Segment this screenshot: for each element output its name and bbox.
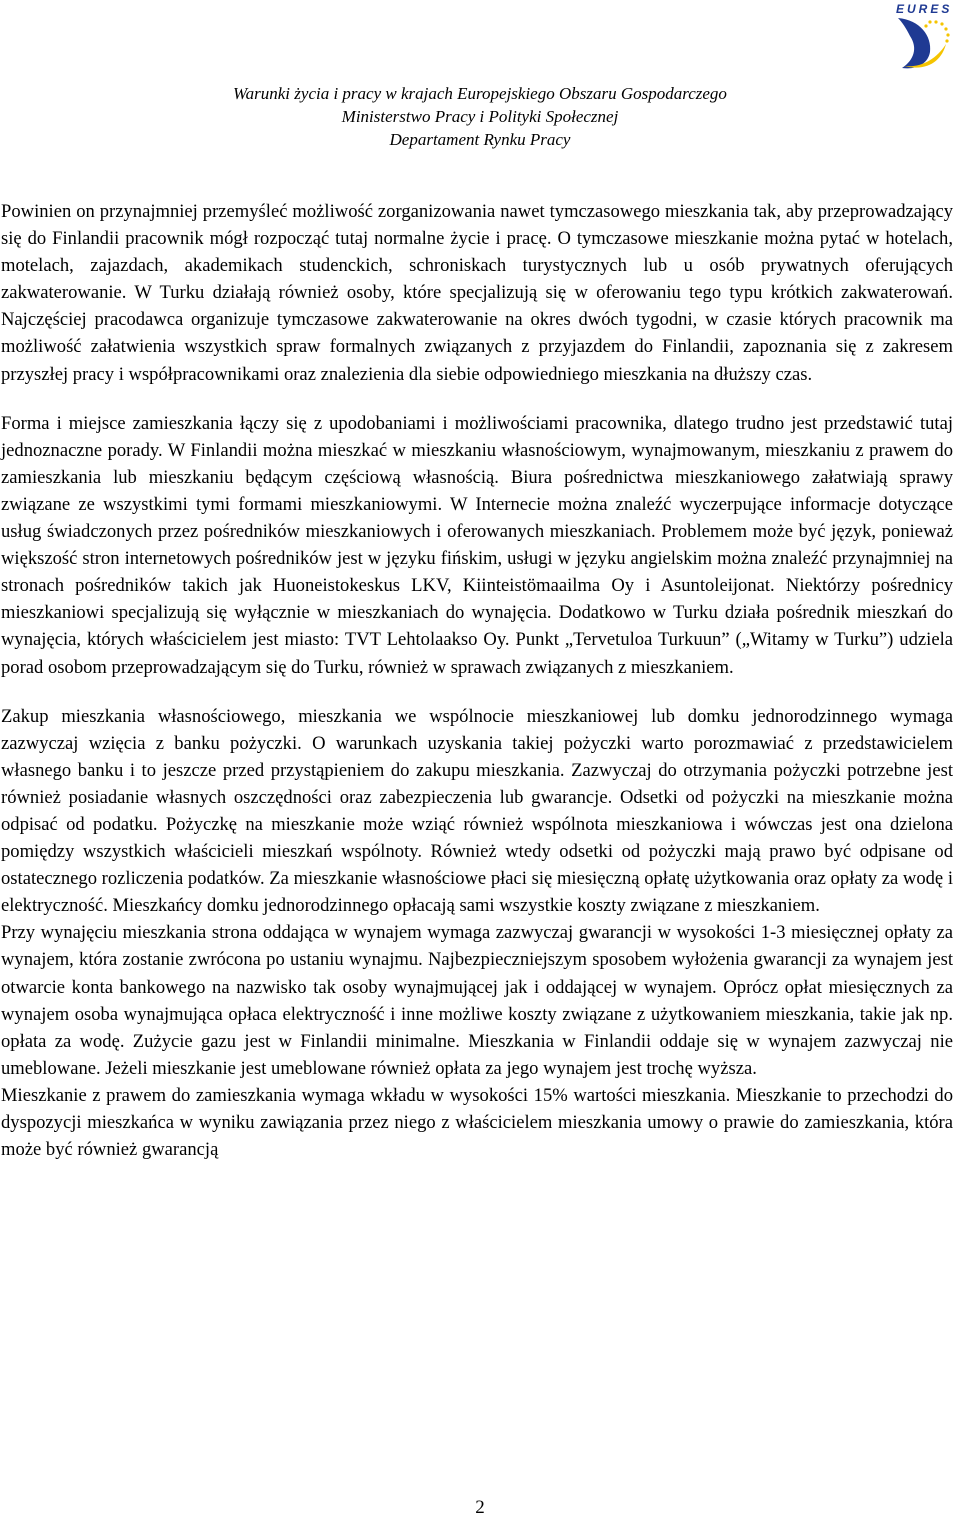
paragraph-purchase-loan: Zakup mieszkania własnościowego, mieszkania we wspólnocie mieszkaniowej lub domku jednorodzinnego wymaga zazwyczaj wzięcia z banku pożyczki. O warunkach uzyskania takiej pożyczki warto porozmawiać z przedstawicielem własnego banku i to jeszcze przed przystąpieniem do zakupu mieszkania. Zazwyczaj do otrzymania pożyczki potrzebne jest również posiadanie własnych oszczędności oraz zabezpieczenia lub gwarancje. Odsetki od pożyczki na mieszkanie można odpisać od podatku. Pożyczkę na mieszkanie może wziąć również wspólnota mieszkaniowa i wówczas jest ona dzielona pomiędzy wszystkich właścicieli mieszkań wspólnoty. Również wtedy odsetki od pożyczki mają prawo być odpisane od ostatecznego rozliczenia podatków. Za mieszkanie własnościowe płaci się miesięczną opłatę użytkowania oraz opłaty za wodę i elektryczność. Mieszkańcy domku jednorodzinnego opłacają sami wszystkie koszty związane z mieszkaniem.: [1, 705, 953, 917]
paragraph-right-of-occupancy: Mieszkanie z prawem do zamieszkania wymaga wkładu w wysokości 15% wartości mieszkania. Mieszkanie to przechodzi do dyspozycji mieszkańca w wyniku zawiązania przez niego z właścicielem mieszkania umowy o prawie do zamieszkania, która może być również gwarancją: [1, 1084, 953, 1161]
eures-logo: [890, 0, 956, 72]
document-header: [0, 82, 960, 151]
paragraph-rental-guarantee: Przy wynajęciu mieszkania strona oddająca w wynajem wymaga zazwyczaj gwarancji w wysokości 1-3 miesięcznej opłaty za wynajem, która zostanie zwrócona po ustaniu wynajmu. Najbezpieczniejszym sposobem wyłożenia gwarancji za wynajem jest otwarcie konta bankowego na nazwisko tak osoby wynajmującej jak i oddającej w wynajem. Oprócz opłat miesięcznych za wynajem osoba wynajmująca opłaca elektryczność i inne możliwe koszty związane z użytkowaniem mieszkania, takie jak np. opłata za wodę. Zużycie gazu jest w Finlandii minimalne. Mieszkania w Finlandii oddaje się w wynajem zazwyczaj nie umeblowane. Jeżeli mieszkanie jest umeblowane również opłata za jego wynajem jest trochę wyższa.: [1, 922, 953, 1079]
eures-logo-icon: [892, 14, 954, 72]
eures-logo-text: EURES: [896, 2, 953, 16]
header-line-3: Departament Rynku Pracy: [389, 130, 571, 149]
header-line-1: Warunki życia i pracy w krajach Europejskiego Obszaru Gospodarczego: [233, 84, 727, 103]
header-line-2: Ministerstwo Pracy i Polityki Społecznej: [341, 107, 619, 126]
paragraph-temporary-housing: Powinien on przynajmniej przemyśleć możliwość zorganizowania nawet tymczasowego mieszkania tak, aby przeprowadzający się do Finlandii pracownik mógł rozpocząć tutaj normalne życie i pracę. O tymczasowe mieszkanie można pytać w hotelach, motelach, zajazdach, akademikach studenckich, schroniskach turystycznych lub u osób prywatnych oferujących zakwaterowanie. W Turku działają również osoby, które specjalizują się w oferowaniu tego typu krótkich zakwaterowań. Najczęściej pracodawca organizuje tymczasowe zakwaterowanie na okres dwóch tygodni, w czasie których pracownik ma możliwość załatwienia wszystkich spraw formalnych związanych z przyjazdem do Finlandii, zapoznania się z zakresem przyszłej pracy i współpracownikami oraz znalezienia dla siebie odpowiedniego mieszkania na dłuższy czas.: [1, 201, 953, 385]
paragraph-housing-forms: Forma i miejsce zamieszkania łączy się z upodobaniami i możliwościami pracownika, dlatego trudno jest przedstawić tutaj jednoznaczne porady. W Finlandii można mieszkać w mieszkaniu własnościowym, wynajmowanym, mieszkaniu z prawem do zamieszkania lub mieszkaniu będącym częściową własnością. Biura pośrednictwa mieszkaniowego załatwiają sprawy związane ze wszystkimi tymi formami mieszkaniowymi. W Internecie można znaleźć wyczerpujące informacje dotyczące usług świadczonych przez pośredników mieszkaniowych i oferowanych mieszkaniach. Problemem może być język, ponieważ większość stron internetowych pośredników jest w języku fińskim, usługi w języku angielskim można znaleźć przynajmniej na stronach pośredników takich jak Huoneistokeskus LKV, Kiinteistömaailma Oy i Asuntoleijonat. Niektórzy pośrednicy mieszkaniowi specjalizują się wyłącznie w mieszkaniach do wynajęcia. Dodatkowo w Turku działa pośrednik mieszkań do wynajęcia, których właścicielem jest miasto: TVT Lehtolaakso Oy. Punkt „Tervetuloa Turkuun” („Witamy w Turku”) udziela porad osobom przeprowadzającym się do Turku, również w sprawach związanych z mieszkaniem.: [1, 412, 953, 678]
document-body: [1, 198, 953, 1163]
page-number: 2: [475, 1497, 485, 1518]
